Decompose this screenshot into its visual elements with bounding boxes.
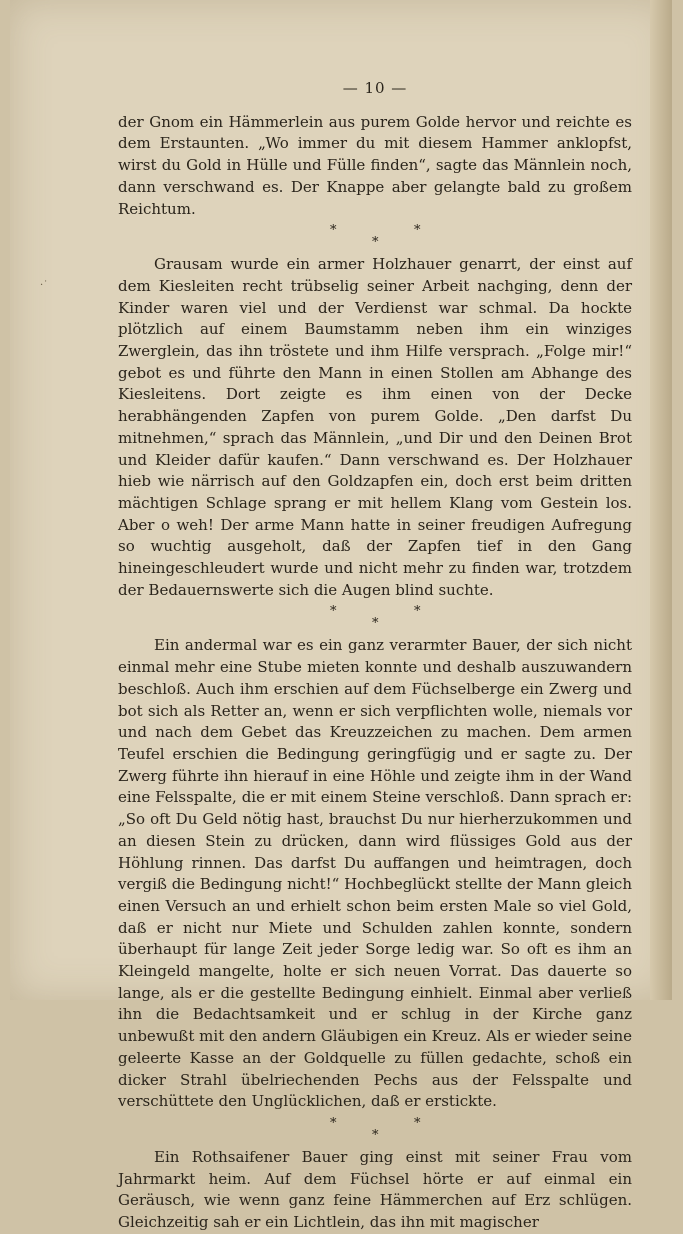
separator-star: * xyxy=(414,223,421,239)
separator-star: * xyxy=(414,1115,421,1131)
section-separator-3 xyxy=(118,1113,632,1147)
paragraph-4: Ein Rothsaifener Bauer ging einst mit seiner Frau vom Jahrmarkt heim. Auf dem Füchsel hörte er auf einmal ein Geräusch, wie wenn ganz feine Hämmerchen auf Erz schlügen. Gleichzeitig sah er ein Lichtlein, das ihn mit magischer xyxy=(118,1147,632,1232)
book-page xyxy=(10,0,672,1232)
section-separator-1 xyxy=(118,220,632,254)
separator-star: * xyxy=(330,223,337,239)
paragraph-1: der Gnom ein Hämmerlein aus purem Golde hervor und reichte es dem Erstaunten. „Wo immer du mit diesem Hammer anklopfst, wirst du Gold in Hülle und Fülle finden“, sagte das Männlein noch, dann verschwand es. Der Knappe aber gelangte bald zu großem Reichtum. xyxy=(118,112,632,218)
separator-star: * xyxy=(330,604,337,620)
separator-star: * xyxy=(414,604,421,620)
page-text xyxy=(118,78,632,1234)
separator-star: * xyxy=(330,1115,337,1131)
paragraph-2: Grausam wurde ein armer Holzhauer genarrt, der einst auf dem Kiesleiten recht trübselig seiner Arbeit nachging, denn der Kinder waren viel und der Verdienst war schmal. Da hockte plötzlich auf einem Baumstamm neben ihm ein winziges Zwerglein, das ihn tröstete und ihm Hilfe versprach. „Folge mir!“ gebot es und führte den Mann in einen Stollen am Abhange des Kiesleitens. Dort zeigte es ihm einen von der Decke herabhängenden Zapfen von purem Golde. „Den darfst Du mitnehmen,“ sprach das Männlein, „und Dir und den Deinen Brot und Kleider dafür kaufen.“ Dann verschwand es. Der Holzhauer hieb wie närrisch auf den Goldzapfen ein, doch erst beim dritten mächtigen Schlage sprang er mit hellem Klang vom Gestein los. Aber o weh! Der arme Mann hatte in seiner freudigen Aufregung so wuchtig ausgeholt, daß der Zapfen tief in den Gang hineingeschleudert wurde und nicht mehr zu finden war, trotzdem der Bedauernswerte sich die Augen blind suchte. xyxy=(118,255,632,599)
separator-star: * xyxy=(372,235,379,251)
section-separator-2 xyxy=(118,601,632,635)
paragraph-3: Ein andermal war es ein ganz verarmter Bauer, der sich nicht einmal mehr eine Stube mieten konnte und deshalb auszuwandern beschloß. Auch ihm erschien auf dem Füchselberge ein Zwerg und bot sich als Retter an, wenn er sich verpflichten wolle, niemals vor und nach dem Gebet das Kreuzzeichen zu machen. Dem armen Teufel erschien die Bedingung geringfügig und er sagte zu. Der Zwerg führte ihn hierauf in eine Höhle und zeigte ihm in der Wand eine Felsspalte, die er mit einem Steine verschloß. Dann sprach er: „So oft Du Geld nötig hast, brauchst Du nur hierherzukommen und an diesen Stein zu drücken, dann wird flüssiges Gold aus der Höhlung rinnen. Das darfst Du auffangen und heimtragen, doch vergiß die Bedingung nicht!“ Hochbeglückt stellte der Mann gleich einen Versuch an und erhielt schon beim ersten Male so viel Gold, daß er nicht nur Miete und Schulden zahlen konnte, sondern überhaupt für lange Zeit jeder Sorge ledig war. So oft es ihm an Kleingeld mangelte, holte er sich neuen Vorrat. Das dauerte so lange, als er die gestellte Bedingung einhielt. Einmal aber verließ ihn die Bedachtsamkeit und er schlug in der Kirche ganz unbewußt mit den andern Gläubigen ein Kreuz. Als er wieder seine geleerte Kasse an der Goldquelle zu füllen gedachte, schoß ein dicker Strahl übelriechenden Pechs aus der Felsspalte und verschüttete den Unglücklichen, daß er erstickte. xyxy=(118,636,632,1111)
page-edge xyxy=(650,0,672,1000)
margin-mark: ·˙ xyxy=(40,280,49,291)
separator-star: * xyxy=(372,616,379,632)
separator-star: * xyxy=(372,1127,379,1143)
page-number: — 10 — xyxy=(342,79,408,97)
